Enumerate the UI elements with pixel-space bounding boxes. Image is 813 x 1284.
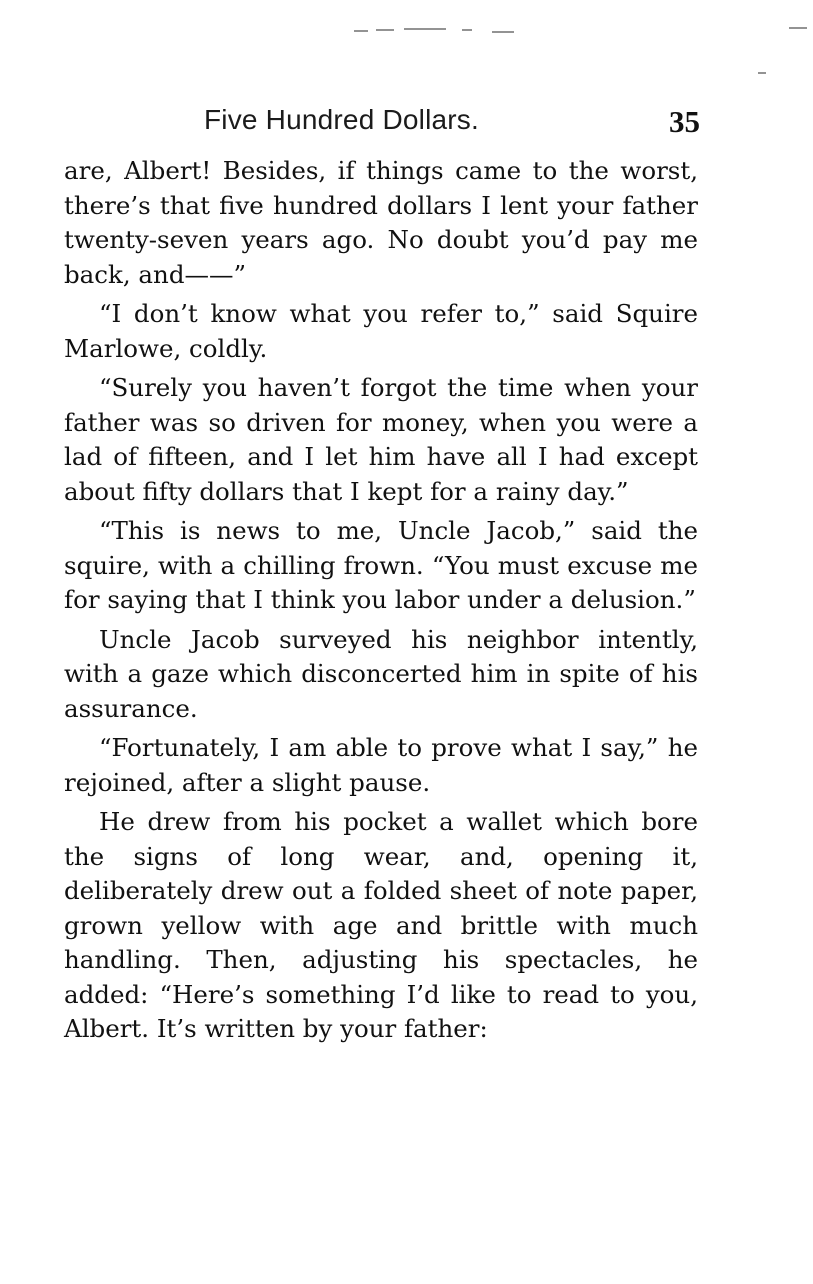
paragraph: “I don’t know what you refer to,” said Squire Marlowe, coldly. bbox=[64, 299, 698, 363]
body-text bbox=[64, 154, 698, 1047]
paragraph-continuation: are, Albert! Besides, if things came to the worst, there’s that five hundred dollars I lent your father twenty-seven years ago. No doubt you’d pay me back, and——” bbox=[64, 156, 698, 289]
scan-artifact bbox=[789, 27, 807, 29]
scan-artifact bbox=[492, 31, 514, 33]
paragraph: “This is news to me, Uncle Jacob,” said the squire, with a chilling frown. “You must excuse me for saying that I think you labor under a delusion.” bbox=[64, 516, 698, 614]
scan-artifact bbox=[462, 29, 472, 31]
paragraph: He drew from his pocket a wallet which bore the signs of long wear, and, opening it, deliberately drew out a folded sheet of note paper, grown yellow with age and brittle with much handling. Then, adjusting his spectacles, he added: “Here’s something I’d like to read to you, Albert. It’s written by your father: bbox=[64, 807, 698, 1043]
scan-artifact bbox=[354, 30, 368, 32]
scan-artifact bbox=[758, 72, 766, 74]
paragraph: “Surely you haven’t forgot the time when your father was so driven for money, when you were a lad of fifteen, and I let him have all I had except about fifty dollars that I kept for a rainy day.” bbox=[64, 373, 698, 506]
paragraph: Uncle Jacob surveyed his neighbor intently, with a gaze which disconcerted him in spite of his assurance. bbox=[64, 624, 698, 723]
paragraph: “Fortunately, I am able to prove what I say,” he rejoined, after a slight pause. bbox=[64, 733, 698, 797]
scan-artifact bbox=[404, 28, 446, 30]
running-header bbox=[64, 96, 700, 144]
scan-artifact bbox=[376, 29, 394, 31]
page-number: 35 bbox=[669, 104, 700, 139]
running-title: Five Hundred Dollars. bbox=[204, 104, 479, 135]
